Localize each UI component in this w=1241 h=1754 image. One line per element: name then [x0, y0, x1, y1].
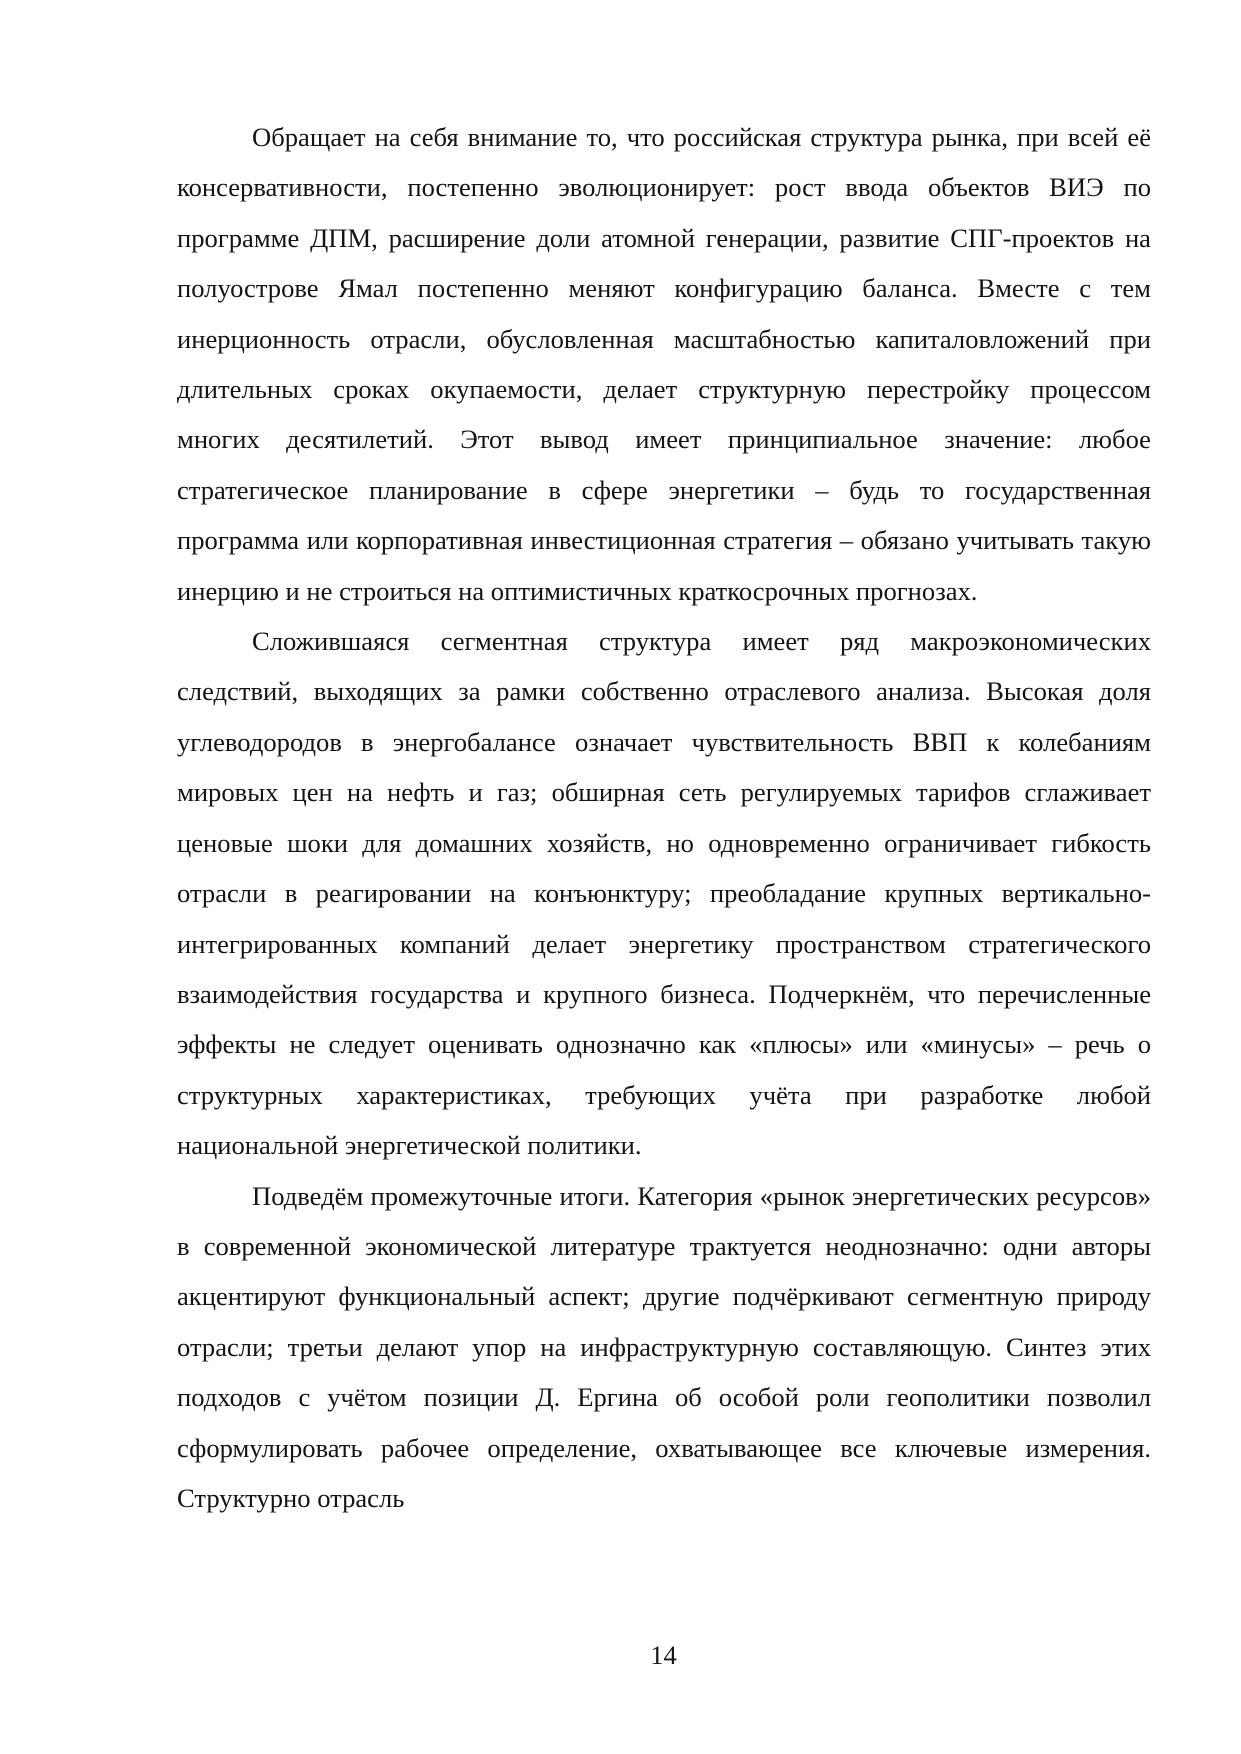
paragraph-3: Подведём промежуточные итоги. Категория «рынок энергетических ресурсов» в современной экономической литературе трактуется неоднозначно: одни авторы акцентируют функциональный аспект; другие подчёркивают сегментную природу отрасли; третьи делают упор на инфраструктурную составляющую. Синтез этих подходов с учётом позиции Д. Ергина об особой роли геополитики позволил сформулировать рабочее определение, охватывающее все ключевые измерения. Структурно отрасль	[177, 1180, 1151, 1513]
paragraph-1: Обращает на себя внимание то, что российская структура рынка, при всей её консервативности, постепенно эволюционирует: рост ввода объектов ВИЭ по программе ДПМ, расширение доли атомной генерации, развитие СПГ-проектов на полуострове Ямал постепенно меняют конфигурацию баланса. Вместе с тем инерционность отрасли, обусловленная масштабностью капиталовложений при длительных сроках окупаемости, делает структурную перестройку процессом многих десятилетий. Этот вывод имеет принципиальное значение: любое стратегическое планирование в сфере энергетики – будь то государственная программа или корпоративная инвестиционная стратегия – обязано учитывать такую инерцию и не строиться на оптимистичных краткосрочных прогнозах.	[177, 122, 1151, 606]
paragraph-2: Сложившаяся сегментная структура имеет ряд макроэкономических следствий, выходящих за рамки собственно отраслевого анализа. Высокая доля углеводородов в энергобалансе означает чувствительность ВВП к колебаниям мировых цен на нефть и газ; обширная сеть регулируемых тарифов сглаживает ценовые шоки для домашних хозяйств, но одновременно ограничивает гибкость отрасли в реагировании на конъюнктуру; преобладание крупных вертикально-интегрированных компаний делает энергетику пространством стратегического взаимодействия государства и крупного бизнеса. Подчеркнём, что перечисленные эффекты не следует оценивать однозначно как «плюсы» или «минусы» – речь о структурных характеристиках, требующих учёта при разработке любой национальной энергетической политики.	[177, 626, 1151, 1161]
page-number: 14	[650, 1640, 677, 1670]
body-text	[177, 112, 1151, 1523]
